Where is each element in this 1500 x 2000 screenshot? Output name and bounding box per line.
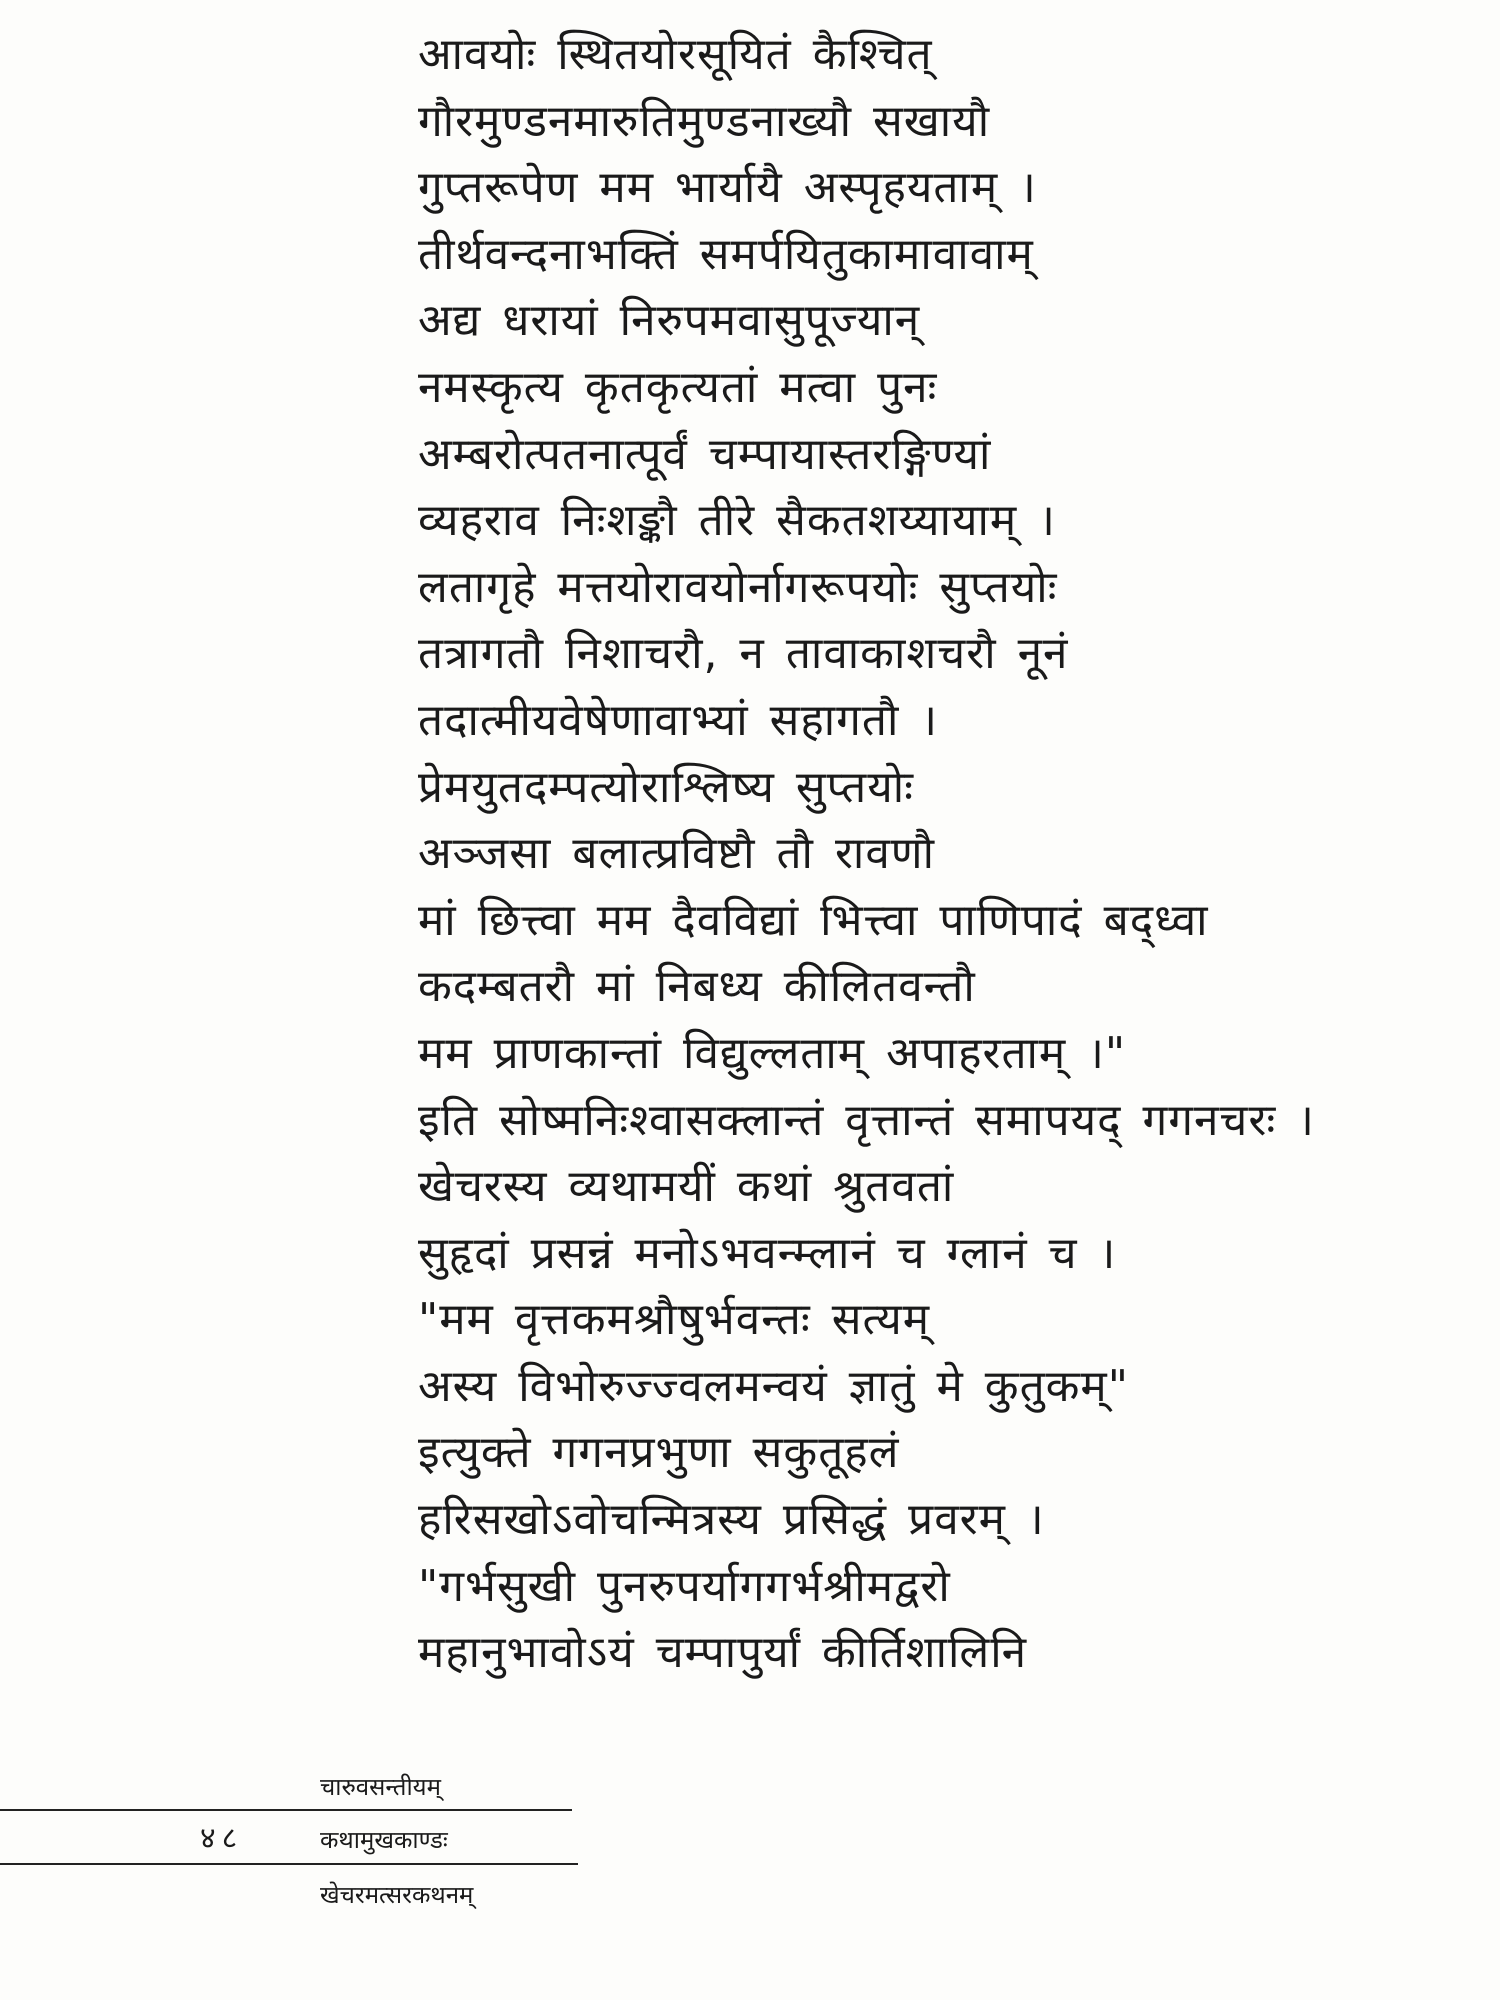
footer-rule-top — [0, 1809, 572, 1811]
chapter-title: खेचरमत्सरकथनम् — [320, 1881, 474, 1909]
verse-line: अस्य विभोरुज्ज्वलमन्वयं ज्ञातुं मे कुतुकम्" — [418, 1360, 1129, 1412]
verse-line: इति सोष्मनिःश्वासक्लान्तं वृत्तान्तं समापयद् गगनचरः । — [418, 1094, 1315, 1146]
verse-line: महानुभावोऽयं चम्पापुर्यां कीर्तिशालिनि — [418, 1627, 1028, 1679]
verse-line: प्रेमयुतदम्पत्योराश्लिष्य सुप्तयोः — [418, 761, 915, 813]
series-title: चारुवसन्तीयम् — [320, 1773, 441, 1801]
verse-line: तत्रागतौ निशाचरौ, न तावाकाशचरौ नूनं — [418, 628, 1069, 680]
verse-line: तदात्मीयवेषेणावाभ्यां सहागतौ । — [418, 694, 939, 746]
verse-line: हरिसखोऽवोचन्मित्रस्य प्रसिद्धं प्रवरम् । — [418, 1494, 1045, 1546]
verse-line: लतागृहे मत्तयोरावयोर्नागरूपयोः सुप्तयोः — [418, 561, 1058, 613]
footer-rule-bottom — [0, 1863, 578, 1865]
verse-line: अञ्जसा बलात्प्रविष्टौ तौ रावणौ — [418, 828, 936, 880]
verse-line: मम प्राणकान्तां विद्युल्लताम् अपाहरताम् ।" — [418, 1027, 1127, 1079]
verse-line: आवयोः स्थितयोरसूयितं कैश्चित् — [418, 29, 933, 80]
verse-text-block — [418, 22, 1478, 1687]
verse-line: "गर्भसुखी पुनरुपर्यागगर्भश्रीमद्वरो — [418, 1560, 951, 1612]
verse-line: नमस्कृत्य कृतकृत्यतां मत्वा पुनः — [418, 361, 938, 413]
verse-line: गुप्तरूपेण मम भार्यायै अस्पृहयताम् । — [418, 162, 1037, 214]
page-footer — [0, 1760, 580, 1910]
verse-line: अद्य धरायां निरुपमवासुपूज्यान् — [418, 295, 921, 347]
page-number: ४८ — [200, 1821, 244, 1856]
verse-line: अम्बरोत्पतनात्पूर्वं चम्पायास्तरङ्गिण्यां — [418, 428, 992, 480]
verse-line: इत्युक्ते गगनप्रभुणा सकुतूहलं — [418, 1427, 900, 1479]
verse-line: खेचरस्य व्यथामयीं कथां श्रुतवतां — [418, 1161, 955, 1213]
verse-line: तीर्थवन्दनाभक्तिं समर्पयितुकामावावाम् — [418, 228, 1034, 280]
verse-line: "मम वृत्तकमश्रौषुर्भवन्तः सत्यम् — [418, 1294, 931, 1346]
verse-line: गौरमुण्डनमारुतिमुण्डनाख्यौ सखायौ — [418, 95, 991, 147]
verse-line: सुहृदां प्रसन्नं मनोऽभवन्म्लानं च ग्लानं च । — [418, 1227, 1117, 1279]
verse-line: कदम्बतरौ मां निबध्य कीलितवन्तौ — [418, 961, 976, 1013]
verse-line: व्यहराव निःशङ्कौ तीरे सैकतशय्यायाम् । — [418, 495, 1056, 547]
verse-line: मां छित्त्वा मम दैवविद्यां भित्त्वा पाणिपादं बद्ध्वा — [418, 894, 1209, 946]
section-title: कथामुखकाण्डः — [320, 1826, 448, 1854]
